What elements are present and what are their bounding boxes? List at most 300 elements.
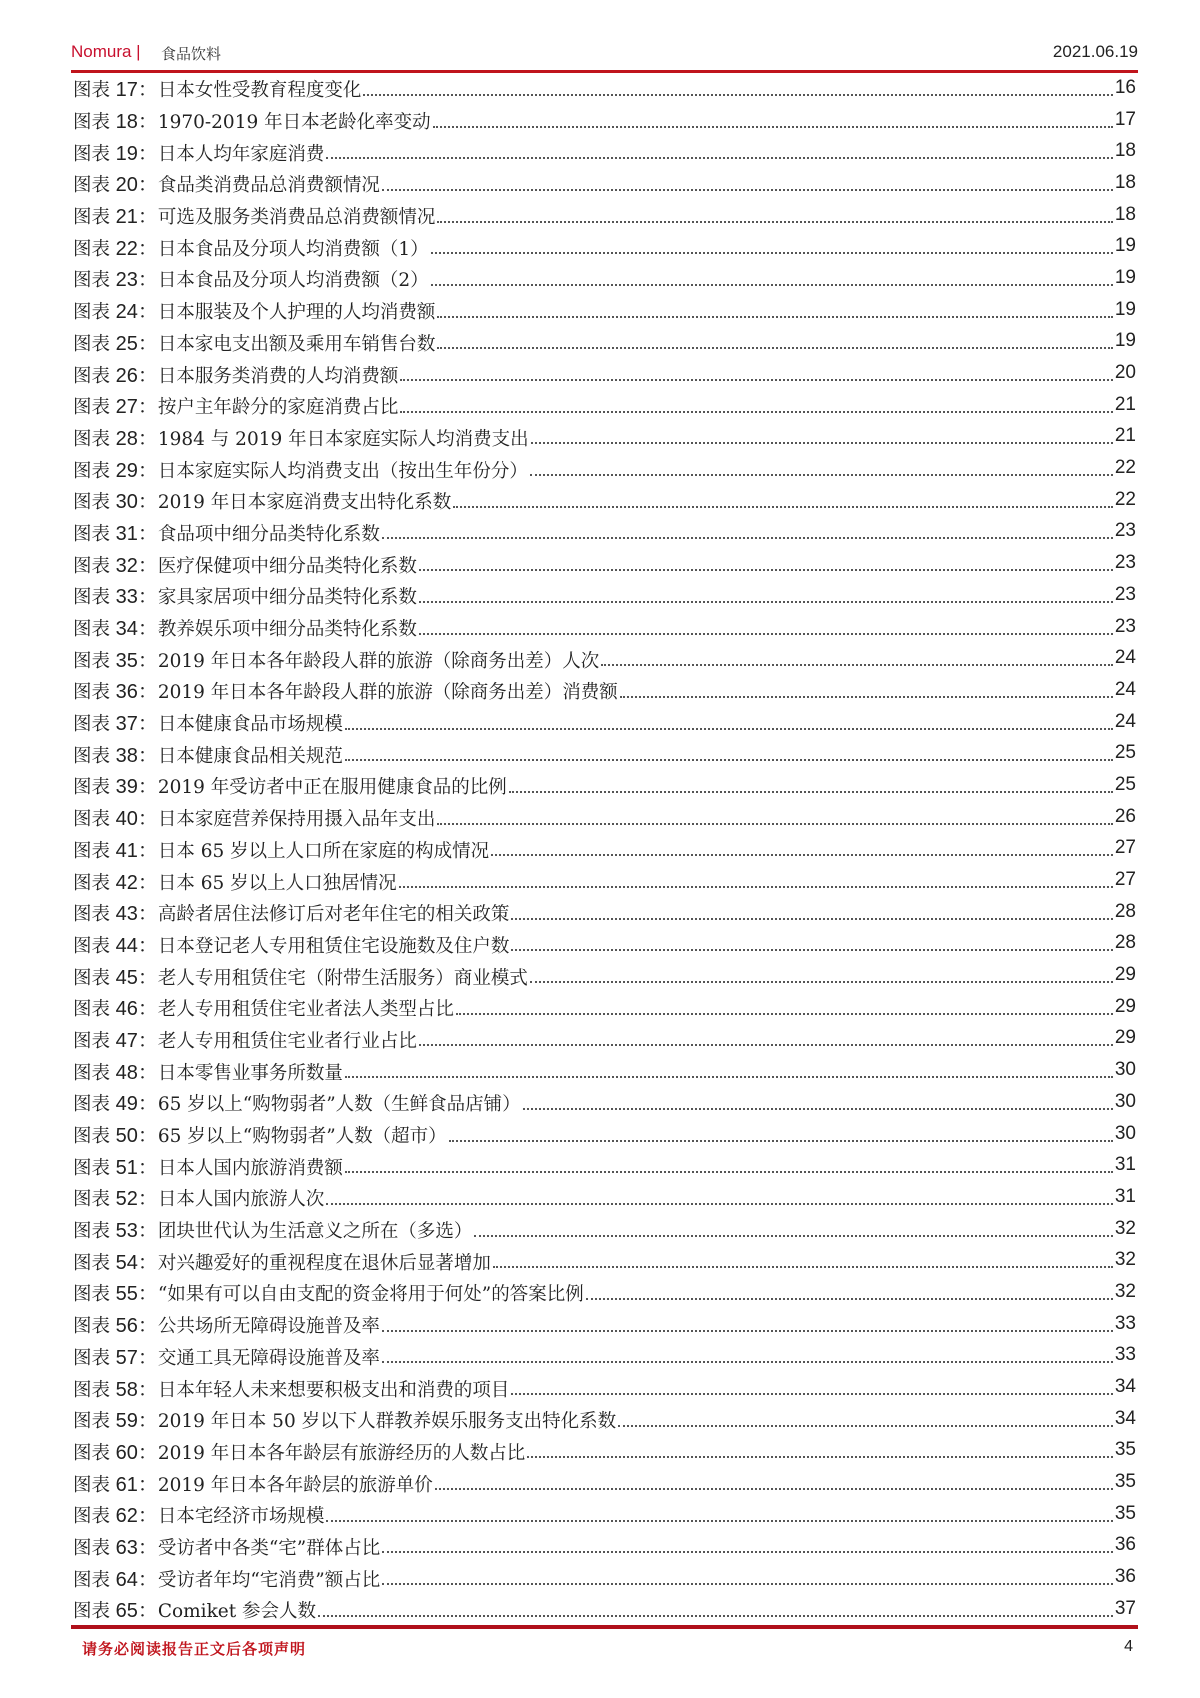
toc-title: 日本女性受教育程度变化 (157, 80, 362, 102)
toc-page-number: 19 (1114, 330, 1136, 352)
toc-title: 65 岁以上“购物弱者”人数（超市） (157, 1126, 447, 1148)
toc-entry-label (73, 517, 380, 546)
dot-leader (382, 1537, 1113, 1553)
toc-figure-number: 42： (115, 871, 158, 894)
toc-title: 可选及服务类消费品总消费额情况 (157, 207, 436, 229)
toc-page-number: 23 (1114, 520, 1136, 542)
toc-figure-number: 28： (115, 427, 158, 450)
toc-page-number: 22 (1114, 488, 1136, 510)
toc-title: 日本健康食品市场规模 (157, 714, 343, 736)
toc-entry-label (73, 929, 509, 958)
figure-number-value: 17 (115, 79, 138, 102)
dot-leader (449, 1126, 1113, 1142)
dot-leader (530, 460, 1113, 476)
toc-figure-number: 26： (115, 364, 158, 387)
figure-number-value: 47 (115, 1029, 138, 1052)
toc-title: 日本服务类消费的人均消费额 (157, 365, 399, 387)
toc-figure-number: 48： (115, 1061, 158, 1084)
toc-page-number: 30 (1114, 1090, 1136, 1112)
figure-number-value: 42 (115, 871, 138, 894)
toc-figure-number: 19： (115, 142, 158, 165)
toc-figure-number: 20： (115, 174, 158, 197)
toc-figure-number: 31： (115, 522, 158, 545)
toc-page-number: 36 (1114, 1566, 1136, 1588)
toc-page-number: 34 (1114, 1407, 1136, 1429)
toc-title: “如果有可以自由支配的资金将用于何处”的答案比例 (157, 1284, 584, 1306)
toc-prefix: 图表 (73, 302, 111, 324)
dot-leader (326, 1189, 1113, 1205)
toc-entry[interactable] (73, 1308, 1136, 1340)
figure-number-value: 33 (115, 586, 138, 609)
toc-page-number: 20 (1114, 362, 1136, 384)
toc-page-number: 23 (1114, 583, 1136, 605)
toc-title: 1970-2019 年日本老龄化率变动 (157, 112, 431, 134)
toc-entry[interactable] (73, 135, 1136, 167)
figure-number-value: 48 (115, 1061, 138, 1084)
toc-title: 日本 65 岁以上人口独居情况 (157, 872, 397, 894)
toc-page-number: 18 (1114, 171, 1136, 193)
toc-figure-number: 34： (115, 618, 158, 641)
toc-entry[interactable] (73, 357, 1136, 389)
toc-page-number: 35 (1114, 1471, 1136, 1493)
toc-entry[interactable] (73, 389, 1136, 421)
toc-title: 医疗保健项中细分品类特化系数 (157, 555, 417, 577)
toc-prefix: 图表 (73, 1411, 111, 1433)
toc-entry[interactable] (73, 611, 1136, 643)
figure-number-value: 41 (115, 839, 138, 862)
toc-page-number: 27 (1114, 837, 1136, 859)
figure-number-value: 31 (115, 522, 138, 545)
dot-leader (382, 1347, 1113, 1363)
toc-entry-label (73, 612, 417, 641)
dot-leader (456, 999, 1113, 1015)
dot-leader (523, 1094, 1113, 1110)
toc-title: 日本服装及个人护理的人均消费额 (157, 302, 436, 324)
toc-entry-label (73, 1531, 380, 1560)
figure-number-value: 45 (115, 966, 138, 989)
toc-entry[interactable] (73, 1181, 1136, 1213)
toc-page-number: 19 (1114, 298, 1136, 320)
toc-prefix: 图表 (73, 1094, 111, 1116)
toc-title: 2019 年日本各年龄段人群的旅游（除商务出差）人次 (157, 650, 600, 672)
toc-entry-label (73, 992, 454, 1021)
toc-page-number: 32 (1114, 1217, 1136, 1239)
dot-leader (511, 1379, 1113, 1395)
toc-entry-label (73, 1246, 491, 1275)
toc-title: 日本食品及分项人均消费额（1） (157, 238, 429, 260)
toc-entry[interactable] (73, 1593, 1136, 1625)
toc-entry[interactable] (73, 452, 1136, 484)
dot-leader (435, 1474, 1113, 1490)
toc-figure-number: 33： (115, 586, 158, 609)
toc-page-number: 29 (1114, 964, 1136, 986)
toc-figure-number: 38： (115, 744, 158, 767)
toc-prefix: 图表 (73, 492, 111, 514)
toc-figure-number: 61： (115, 1473, 158, 1496)
toc-title: 日本 65 岁以上人口所在家庭的构成情况 (157, 840, 490, 862)
dot-leader (318, 1601, 1113, 1617)
toc-figure-number: 60： (115, 1441, 158, 1464)
toc-prefix: 图表 (73, 1157, 111, 1179)
figure-number-value: 63 (115, 1536, 138, 1559)
page-header (71, 42, 1138, 68)
toc-title: 受访者年均“宅消费”额占比 (157, 1569, 381, 1591)
toc-figure-number: 25： (115, 332, 158, 355)
toc-prefix: 图表 (73, 1252, 111, 1274)
toc-prefix: 图表 (73, 714, 111, 736)
toc-page-number: 33 (1114, 1344, 1136, 1366)
dot-leader (363, 80, 1113, 96)
toc-entry[interactable] (73, 642, 1136, 674)
toc-entry[interactable] (73, 1435, 1136, 1467)
toc-prefix: 图表 (73, 967, 111, 989)
toc-entry[interactable] (73, 199, 1136, 231)
toc-figure-number: 56： (115, 1315, 158, 1338)
toc-entry[interactable] (73, 1403, 1136, 1435)
toc-page-number: 33 (1114, 1312, 1136, 1334)
dot-leader (511, 935, 1113, 951)
figure-number-value: 57 (115, 1346, 138, 1369)
toc-entry-label (73, 834, 489, 863)
dot-leader (345, 1062, 1113, 1078)
toc-title: 受访者中各类“宅”群体占比 (157, 1537, 381, 1559)
toc-entry[interactable] (73, 1118, 1136, 1150)
toc-title: 老人专用租赁住宅业者法人类型占比 (157, 999, 454, 1021)
dot-leader (433, 112, 1113, 128)
toc-entry[interactable] (73, 1244, 1136, 1276)
toc-entry-label (73, 770, 507, 799)
toc-title: 日本人国内旅游人次 (157, 1189, 325, 1211)
toc-page-number: 18 (1114, 203, 1136, 225)
toc-page-number: 31 (1114, 1154, 1136, 1176)
toc-title: 对兴趣爱好的重视程度在退休后显著增加 (157, 1252, 491, 1274)
toc-prefix: 图表 (73, 555, 111, 577)
toc-page-number: 19 (1114, 235, 1136, 257)
toc-title: 公共场所无障碍设施普及率 (157, 1316, 380, 1338)
toc-prefix: 图表 (73, 1569, 111, 1591)
toc-prefix: 图表 (73, 1474, 111, 1496)
toc-page-number: 32 (1114, 1280, 1136, 1302)
brand-name: Nomura | (71, 42, 141, 61)
toc-figure-number: 30： (115, 491, 158, 514)
figure-number-value: 29 (115, 459, 138, 482)
toc-entry[interactable] (73, 1530, 1136, 1562)
toc-prefix: 图表 (73, 587, 111, 609)
table-of-figures (73, 72, 1136, 1625)
figure-number-value: 34 (115, 618, 138, 641)
dot-leader (382, 1316, 1113, 1332)
toc-entry[interactable] (73, 737, 1136, 769)
toc-prefix: 图表 (73, 1601, 111, 1623)
toc-prefix: 图表 (73, 999, 111, 1021)
toc-entry[interactable] (73, 959, 1136, 991)
toc-page-number: 23 (1114, 552, 1136, 574)
toc-figure-number: 64： (115, 1568, 158, 1591)
toc-entry-label (73, 1594, 316, 1623)
toc-entry[interactable] (73, 262, 1136, 294)
toc-entry-label (73, 1119, 447, 1148)
toc-figure-number: 44： (115, 934, 158, 957)
dot-leader (618, 1411, 1113, 1427)
toc-entry-label (73, 675, 618, 704)
toc-page-number: 24 (1114, 678, 1136, 700)
toc-figure-number: 36： (115, 681, 158, 704)
toc-title: 食品项中细分品类特化系数 (157, 523, 380, 545)
toc-title: 教养娱乐项中细分品类特化系数 (157, 619, 417, 641)
dot-leader (345, 714, 1113, 730)
toc-title: Comiket 参会人数 (157, 1601, 317, 1623)
toc-figure-number: 17： (115, 79, 158, 102)
toc-entry[interactable] (73, 1371, 1136, 1403)
toc-page-number: 29 (1114, 1027, 1136, 1049)
toc-prefix: 图表 (73, 1537, 111, 1559)
dot-leader (419, 587, 1113, 603)
toc-entry[interactable] (73, 579, 1136, 611)
toc-title: 团块世代认为生活意义之所在（多选） (157, 1221, 473, 1243)
toc-entry-label (73, 73, 361, 102)
toc-figure-number: 45： (115, 966, 158, 989)
figure-number-value: 30 (115, 491, 138, 514)
toc-entry-label (73, 168, 380, 197)
toc-entry[interactable] (73, 1086, 1136, 1118)
toc-entry[interactable] (73, 928, 1136, 960)
toc-entry[interactable] (73, 104, 1136, 136)
toc-title: 日本年轻人未来想要积极支出和消费的项目 (157, 1379, 510, 1401)
toc-entry-label (73, 961, 528, 990)
toc-page-number: 35 (1114, 1439, 1136, 1461)
figure-number-value: 50 (115, 1125, 138, 1148)
toc-entry-label (73, 1087, 521, 1116)
toc-title: 日本健康食品相关规范 (157, 745, 343, 767)
toc-figure-number: 63： (115, 1536, 158, 1559)
toc-page-number: 19 (1114, 266, 1136, 288)
toc-entry[interactable] (73, 896, 1136, 928)
dot-leader (474, 1221, 1113, 1237)
toc-figure-number: 22： (115, 237, 158, 260)
toc-prefix: 图表 (73, 428, 111, 450)
toc-page-number: 35 (1114, 1502, 1136, 1524)
toc-prefix: 图表 (73, 1442, 111, 1464)
toc-page-number: 37 (1114, 1597, 1136, 1619)
toc-prefix: 图表 (73, 112, 111, 134)
toc-entry-label (73, 422, 529, 451)
toc-title: 交通工具无障碍设施普及率 (157, 1347, 380, 1369)
toc-title: 2019 年日本家庭消费支出特化系数 (157, 492, 452, 514)
toc-entry[interactable] (73, 294, 1136, 326)
figure-number-value: 27 (115, 396, 138, 419)
dot-leader (511, 904, 1113, 920)
toc-prefix: 图表 (73, 80, 111, 102)
toc-figure-number: 50： (115, 1125, 158, 1148)
figure-number-value: 21 (115, 206, 138, 229)
dot-leader (345, 745, 1113, 761)
toc-entry[interactable] (73, 1023, 1136, 1055)
toc-prefix: 图表 (73, 904, 111, 926)
toc-entry[interactable] (73, 1340, 1136, 1372)
dot-leader (419, 555, 1113, 571)
toc-entry[interactable] (73, 326, 1136, 358)
figure-number-value: 28 (115, 427, 138, 450)
toc-entry[interactable] (73, 72, 1136, 104)
toc-entry-label (73, 707, 343, 736)
toc-entry[interactable] (73, 1561, 1136, 1593)
toc-prefix: 图表 (73, 682, 111, 704)
figure-number-value: 24 (115, 301, 138, 324)
toc-entry[interactable] (73, 516, 1136, 548)
toc-entry[interactable] (73, 1466, 1136, 1498)
toc-figure-number: 58： (115, 1378, 158, 1401)
toc-title: 老人专用租赁住宅业者行业占比 (157, 1030, 417, 1052)
toc-prefix: 图表 (73, 872, 111, 894)
figure-number-value: 19 (115, 142, 138, 165)
dot-leader (531, 428, 1113, 444)
toc-entry-label (73, 1056, 343, 1085)
toc-page-number: 28 (1114, 900, 1136, 922)
toc-entry-label (73, 897, 509, 926)
toc-entry[interactable] (73, 230, 1136, 262)
toc-page-number: 29 (1114, 995, 1136, 1017)
toc-prefix: 图表 (73, 1284, 111, 1306)
toc-figure-number: 55： (115, 1283, 158, 1306)
toc-prefix: 图表 (73, 460, 111, 482)
toc-prefix: 图表 (73, 1221, 111, 1243)
toc-title: 日本人国内旅游消费额 (157, 1157, 343, 1179)
toc-entry-label (73, 200, 435, 229)
dot-leader (527, 1442, 1113, 1458)
toc-title: 日本登记老人专用租赁住宅设施数及住户数 (157, 935, 510, 957)
toc-entry[interactable] (73, 801, 1136, 833)
toc-prefix: 图表 (73, 1030, 111, 1052)
dot-leader (453, 492, 1113, 508)
toc-figure-number: 41： (115, 839, 158, 862)
toc-prefix: 图表 (73, 333, 111, 355)
toc-prefix: 图表 (73, 650, 111, 672)
figure-number-value: 38 (115, 744, 138, 767)
toc-entry-label (73, 1341, 380, 1370)
toc-title: 老人专用租赁住宅（附带生活服务）商业模式 (157, 967, 528, 989)
figure-number-value: 44 (115, 934, 138, 957)
toc-entry-label (73, 137, 324, 166)
toc-title: 日本家电支出额及乘用车销售台数 (157, 333, 436, 355)
dot-leader (326, 143, 1113, 159)
toc-entry[interactable] (73, 1054, 1136, 1086)
toc-entry-label (73, 1373, 509, 1402)
figure-number-value: 22 (115, 237, 138, 260)
toc-page-number: 16 (1114, 76, 1136, 98)
toc-title: 家具家居项中细分品类特化系数 (157, 587, 417, 609)
toc-entry-label (73, 1468, 433, 1497)
toc-entry-label (73, 1499, 324, 1528)
toc-entry[interactable] (73, 1276, 1136, 1308)
figure-number-value: 52 (115, 1188, 138, 1211)
figure-number-value: 35 (115, 649, 138, 672)
toc-title: 2019 年日本 50 岁以下人群教养娱乐服务支出特化系数 (157, 1411, 617, 1433)
toc-prefix: 图表 (73, 619, 111, 641)
dot-leader (530, 967, 1113, 983)
toc-prefix: 图表 (73, 270, 111, 292)
toc-figure-number: 23： (115, 269, 158, 292)
toc-entry[interactable] (73, 421, 1136, 453)
toc-page-number: 21 (1114, 425, 1136, 447)
dot-leader (326, 1506, 1113, 1522)
report-date: 2021.06.19 (1052, 42, 1138, 61)
toc-entry-label (73, 327, 435, 356)
toc-figure-number: 43： (115, 903, 158, 926)
toc-title: 高龄者居住法修订后对老年住宅的相关政策 (157, 904, 510, 926)
toc-page-number: 25 (1114, 773, 1136, 795)
toc-entry-label (73, 1024, 417, 1053)
toc-prefix: 图表 (73, 207, 111, 229)
toc-entry[interactable] (73, 167, 1136, 199)
toc-title: 日本家庭营养保持用摄入品年支出 (157, 809, 436, 831)
toc-prefix: 图表 (73, 745, 111, 767)
dot-leader (419, 1030, 1113, 1046)
dot-leader (620, 682, 1113, 698)
toc-figure-number: 49： (115, 1093, 158, 1116)
toc-title: 2019 年日本各年龄层的旅游单价 (157, 1474, 433, 1496)
toc-title: 65 岁以上“购物弱者”人数（生鲜食品店铺） (157, 1094, 521, 1116)
toc-figure-number: 32： (115, 554, 158, 577)
toc-prefix: 图表 (73, 365, 111, 387)
toc-title: 食品类消费品总消费额情况 (157, 175, 380, 197)
dot-leader (491, 840, 1113, 856)
toc-entry[interactable] (73, 484, 1136, 516)
toc-page-number: 31 (1114, 1185, 1136, 1207)
toc-entry[interactable] (73, 769, 1136, 801)
toc-entry[interactable] (73, 1149, 1136, 1181)
figure-number-value: 62 (115, 1505, 138, 1528)
toc-page-number: 34 (1114, 1376, 1136, 1398)
figure-number-value: 46 (115, 998, 138, 1021)
toc-entry[interactable] (73, 991, 1136, 1023)
toc-figure-number: 47： (115, 1029, 158, 1052)
toc-figure-number: 51： (115, 1156, 158, 1179)
toc-figure-number: 65： (115, 1600, 158, 1623)
toc-entry-label (73, 359, 398, 388)
toc-title: 1984 与 2019 年日本家庭实际人均消费支出 (157, 428, 529, 450)
toc-entry-label (73, 1214, 472, 1243)
dot-leader (382, 175, 1113, 191)
toc-entry[interactable] (73, 547, 1136, 579)
dot-leader (345, 1157, 1113, 1173)
toc-figure-number: 53： (115, 1220, 158, 1243)
toc-entry[interactable] (73, 706, 1136, 738)
toc-figure-number: 40： (115, 808, 158, 831)
toc-entry[interactable] (73, 1498, 1136, 1530)
toc-page-number: 24 (1114, 710, 1136, 732)
toc-entry-label (73, 390, 398, 419)
toc-entry[interactable] (73, 674, 1136, 706)
sector-label: 食品饮料 (161, 45, 222, 63)
toc-prefix: 图表 (73, 175, 111, 197)
toc-prefix: 图表 (73, 1506, 111, 1528)
toc-entry-label (73, 1277, 584, 1306)
dot-leader (601, 650, 1113, 666)
toc-figure-number: 29： (115, 459, 158, 482)
toc-figure-number: 21： (115, 206, 158, 229)
toc-entry[interactable] (73, 864, 1136, 896)
figure-number-value: 55 (115, 1283, 138, 1306)
figure-number-value: 23 (115, 269, 138, 292)
toc-page-number: 30 (1114, 1122, 1136, 1144)
toc-figure-number: 52： (115, 1188, 158, 1211)
toc-entry-label (73, 1436, 525, 1465)
toc-entry[interactable] (73, 1213, 1136, 1245)
toc-prefix: 图表 (73, 840, 111, 862)
toc-page-number: 28 (1114, 932, 1136, 954)
toc-page-number: 22 (1114, 457, 1136, 479)
toc-entry[interactable] (73, 833, 1136, 865)
